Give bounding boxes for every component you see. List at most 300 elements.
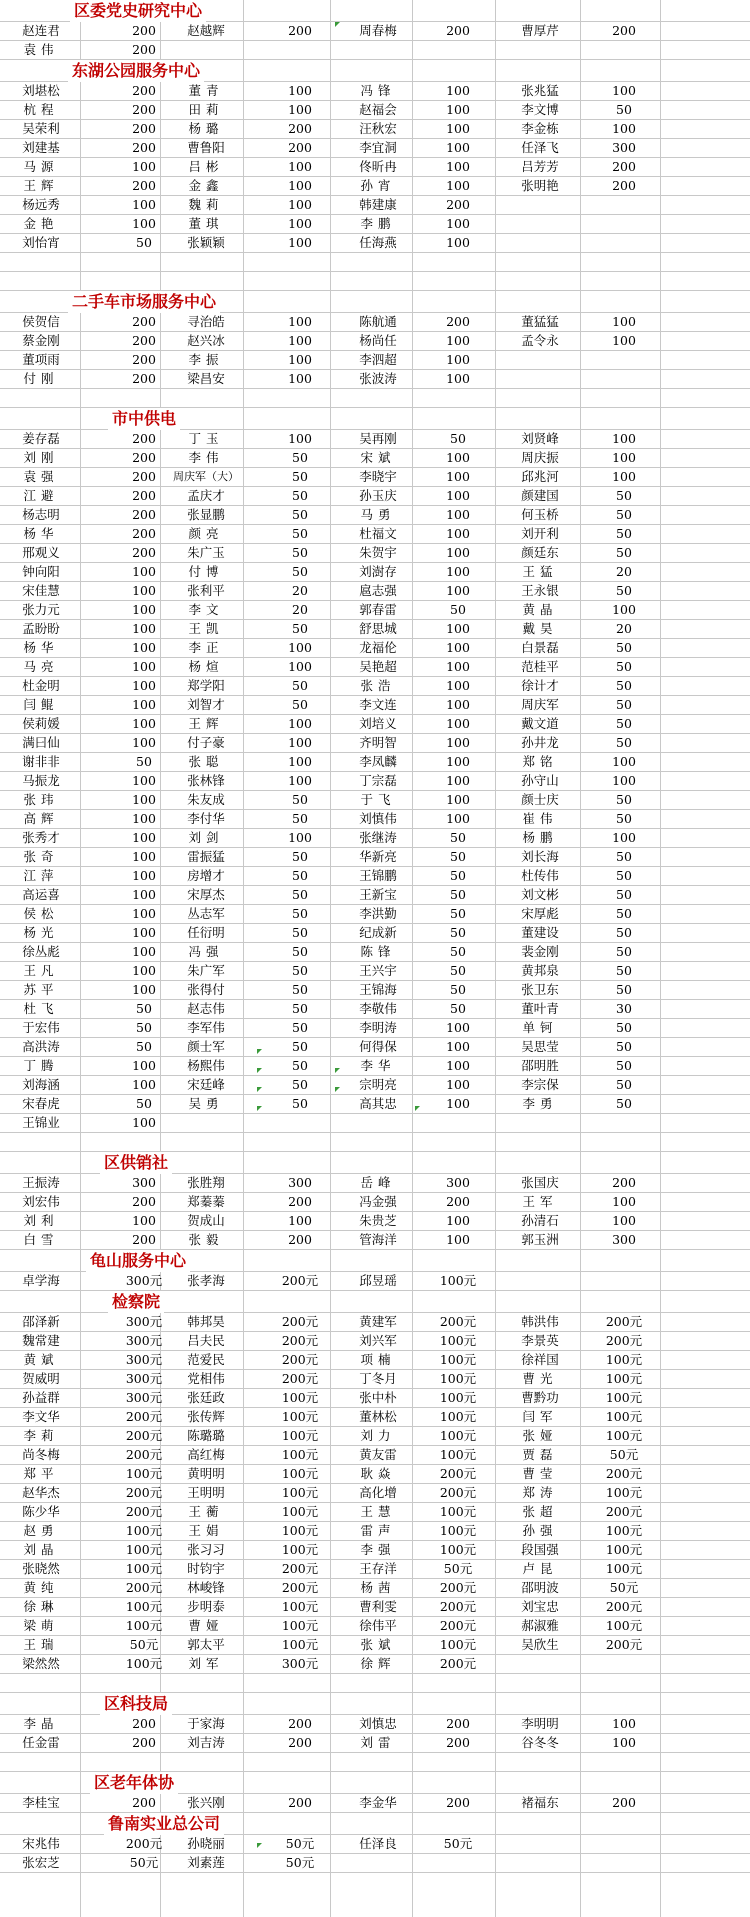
- donor-name: 马勇: [360, 507, 396, 522]
- donor-name: 吴荣利: [22, 121, 60, 136]
- donation-amount: 50: [292, 697, 308, 712]
- cell-marker-icon: [257, 1106, 262, 1111]
- donation-amount: 100: [446, 1213, 470, 1228]
- donor-name: 刘长海: [521, 849, 559, 864]
- donation-amount: 100: [612, 121, 636, 136]
- donor-name: 杜传伟: [521, 868, 559, 883]
- donor-name: 李莉: [23, 1428, 59, 1443]
- donation-amount: 200: [288, 121, 312, 136]
- donation-amount: 200: [132, 488, 156, 503]
- donor-name: 赵兴冰: [187, 333, 225, 348]
- donation-amount: 50: [450, 868, 466, 883]
- donation-amount: 200元: [439, 1314, 477, 1329]
- donation-amount: 200: [132, 431, 156, 446]
- donation-amount: 50: [616, 102, 632, 117]
- donor-name: 雷振猛: [187, 849, 225, 864]
- donation-amount: 100元: [605, 1409, 643, 1424]
- donor-name: 王凯: [188, 621, 224, 636]
- donation-amount: 100: [446, 659, 470, 674]
- donor-name: 李勇: [522, 1096, 558, 1111]
- donation-amount: 200: [446, 1735, 470, 1750]
- donation-amount: 200元: [281, 1273, 319, 1288]
- donor-name: 王新宝: [359, 887, 397, 902]
- donor-name: 段国强: [521, 1542, 559, 1557]
- donation-amount: 200元: [605, 1637, 643, 1652]
- donation-amount: 100元: [605, 1561, 643, 1576]
- donor-name: 郭太平: [187, 1637, 225, 1652]
- donor-name: 何玉桥: [521, 507, 559, 522]
- donor-name: 周庆军（大）: [173, 470, 239, 483]
- blank-row: [0, 1133, 750, 1152]
- donation-amount: 50: [616, 906, 632, 921]
- donation-amount: 200: [132, 23, 156, 38]
- section-title: 龟山服务中心: [86, 1250, 190, 1272]
- donor-name: 白雪: [23, 1232, 59, 1247]
- donation-amount: 50: [292, 488, 308, 503]
- donation-amount: 100元: [281, 1409, 319, 1424]
- donor-name: 朱广军: [187, 963, 225, 978]
- donation-amount: 100元: [281, 1466, 319, 1481]
- donor-name: 张兴刚: [187, 1795, 225, 1810]
- donor-name: 颜士庆: [521, 792, 559, 807]
- donation-amount: 50: [292, 450, 308, 465]
- donation-amount: 200: [132, 333, 156, 348]
- donor-name: 满曰仙: [22, 735, 60, 750]
- donor-name: 黄建军: [359, 1314, 397, 1329]
- donor-name: 刘贤峰: [521, 431, 559, 446]
- donor-name: 孙益群: [22, 1390, 60, 1405]
- donation-amount: 100: [446, 507, 470, 522]
- donation-amount: 100: [132, 811, 156, 826]
- donor-name: 步明泰: [187, 1599, 225, 1614]
- donation-amount: 50元: [443, 1836, 473, 1851]
- donor-name: 张卫东: [521, 982, 559, 997]
- donation-amount: 50: [616, 887, 632, 902]
- donor-name: 郝淑雅: [521, 1618, 559, 1633]
- donation-amount: 100元: [281, 1599, 319, 1614]
- donor-name: 谷冬冬: [521, 1735, 559, 1750]
- donation-amount: 100元: [125, 1542, 163, 1557]
- donation-amount: 300元: [125, 1314, 163, 1329]
- donation-amount: 50: [450, 906, 466, 921]
- donation-amount: 100元: [439, 1333, 477, 1348]
- section-title: 区老年体协: [90, 1772, 178, 1794]
- donor-name: 岳峰: [360, 1175, 396, 1190]
- donation-amount: 200: [132, 83, 156, 98]
- donation-amount: 300: [612, 140, 636, 155]
- donation-amount: 100: [446, 1058, 470, 1073]
- donation-amount: 200元: [125, 1504, 163, 1519]
- donor-name: 寻治皓: [187, 314, 225, 329]
- donation-amount: 50元: [609, 1580, 639, 1595]
- donor-name: 徐祥国: [521, 1352, 559, 1367]
- donor-name: 张利平: [187, 583, 225, 598]
- donor-name: 王锦鹏: [359, 868, 397, 883]
- donor-name: 赵连君: [22, 23, 60, 38]
- donor-name: 杨鹏: [522, 830, 558, 845]
- donor-name: 杨茜: [360, 1580, 396, 1595]
- donor-name: 徐琳: [23, 1599, 59, 1614]
- donor-name: 孟令永: [521, 333, 559, 348]
- donation-amount: 200: [288, 1232, 312, 1247]
- donor-name: 王兴宇: [359, 963, 397, 978]
- donation-amount: 100元: [439, 1504, 477, 1519]
- donation-amount: 100: [132, 1077, 156, 1092]
- donation-amount: 100: [446, 678, 470, 693]
- donor-name: 赵志伟: [187, 1001, 225, 1016]
- donation-amount: 50: [450, 830, 466, 845]
- donation-amount: 100元: [125, 1523, 163, 1538]
- donation-amount: 100: [612, 1735, 636, 1750]
- donation-amount: 200: [132, 507, 156, 522]
- donation-amount: 100: [132, 678, 156, 693]
- donation-amount: 200元: [605, 1466, 643, 1481]
- donor-name: 张奇: [23, 849, 59, 864]
- donation-amount: 100: [132, 1115, 156, 1130]
- donation-amount: 100: [446, 469, 470, 484]
- donation-amount: 200: [612, 1175, 636, 1190]
- donation-amount: 100元: [281, 1542, 319, 1557]
- donor-name: 曹娅: [188, 1618, 224, 1633]
- donor-name: 孙宵: [360, 178, 396, 193]
- donor-name: 金鑫: [188, 178, 224, 193]
- donation-amount: 100: [446, 1039, 470, 1054]
- donor-name: 朱贵芝: [359, 1213, 397, 1228]
- donor-name: 刘剑: [188, 830, 224, 845]
- donor-name: 王蘅: [188, 1504, 224, 1519]
- donor-name: 孙晓丽: [187, 1836, 225, 1851]
- donor-name: 齐明智: [359, 735, 397, 750]
- donor-name: 郭玉洲: [521, 1232, 559, 1247]
- donation-amount: 100: [288, 1213, 312, 1228]
- donation-amount: 100元: [439, 1371, 477, 1386]
- donor-name: 李文华: [22, 1409, 60, 1424]
- donor-name: 张廷政: [187, 1390, 225, 1405]
- donor-name: 褚福东: [521, 1795, 559, 1810]
- donor-name: 李宗保: [521, 1077, 559, 1092]
- donation-amount: 200: [446, 1716, 470, 1731]
- donor-name: 张浩: [360, 678, 396, 693]
- donation-amount: 50: [136, 1020, 152, 1035]
- donation-amount: 100: [612, 314, 636, 329]
- section-title: 鲁南实业总公司: [104, 1813, 224, 1835]
- donor-name: 吴艳超: [359, 659, 397, 674]
- donation-amount: 100: [288, 716, 312, 731]
- donor-name: 王娟: [188, 1523, 224, 1538]
- donation-amount: 50: [292, 1039, 308, 1054]
- donation-amount: 100: [132, 735, 156, 750]
- donation-amount: 200元: [439, 1466, 477, 1481]
- donation-amount: 200: [612, 1795, 636, 1810]
- donor-name: 王瑞: [23, 1637, 59, 1652]
- donation-amount: 100: [132, 925, 156, 940]
- cell-marker-icon: [257, 1843, 262, 1848]
- donation-amount: 100: [288, 735, 312, 750]
- donor-name: 董琪: [188, 216, 224, 231]
- donor-name: 黄友雷: [359, 1447, 397, 1462]
- donor-name: 宋厚杰: [187, 887, 225, 902]
- donor-name: 刘开利: [521, 526, 559, 541]
- donor-name: 付博: [188, 564, 224, 579]
- donor-name: 魏莉: [188, 197, 224, 212]
- donation-amount: 200: [612, 178, 636, 193]
- donor-name: 张明艳: [521, 178, 559, 193]
- donor-name: 党相伟: [187, 1371, 225, 1386]
- donor-name: 刘雷: [360, 1735, 396, 1750]
- donor-name: 吴思莹: [521, 1039, 559, 1054]
- donor-name: 董建设: [521, 925, 559, 940]
- donation-amount: 50: [292, 1058, 308, 1073]
- donor-name: 颜士军: [187, 1039, 225, 1054]
- donation-amount: 100: [132, 216, 156, 231]
- donation-amount: 300元: [281, 1656, 319, 1671]
- donor-name: 蔡金刚: [22, 333, 60, 348]
- donor-name: 徐伟平: [359, 1618, 397, 1633]
- donation-amount: 50: [292, 868, 308, 883]
- donation-amount: 50: [292, 469, 308, 484]
- donation-amount: 50: [616, 944, 632, 959]
- donor-name: 张显鹏: [187, 507, 225, 522]
- donor-name: 李文: [188, 602, 224, 617]
- donation-amount: 100: [446, 121, 470, 136]
- cell-marker-icon: [335, 1087, 340, 1092]
- donor-name: 刘力: [360, 1428, 396, 1443]
- donation-amount: 50: [292, 1077, 308, 1092]
- donation-amount: 100: [446, 545, 470, 560]
- donor-name: 李明明: [521, 1716, 559, 1731]
- donor-name: 张超: [522, 1504, 558, 1519]
- donation-amount: 100: [132, 963, 156, 978]
- donor-name: 龙福伦: [359, 640, 397, 655]
- donor-name: 张继涛: [359, 830, 397, 845]
- donor-name: 徐计才: [521, 678, 559, 693]
- donation-amount: 100: [132, 849, 156, 864]
- donation-amount: 200元: [439, 1618, 477, 1633]
- donor-name: 金艳: [23, 216, 59, 231]
- donation-amount: 50: [616, 1039, 632, 1054]
- donation-amount: 100: [132, 830, 156, 845]
- donation-amount: 100: [132, 1058, 156, 1073]
- donation-amount: 100: [288, 235, 312, 250]
- donor-name: 孙强: [522, 1523, 558, 1538]
- donor-name: 刘利: [23, 1213, 59, 1228]
- donation-amount: 100: [132, 583, 156, 598]
- donation-amount: 50: [616, 640, 632, 655]
- donor-name: 宋廷峰: [187, 1077, 225, 1092]
- donor-name: 王辉: [23, 178, 59, 193]
- donor-name: 侯贺信: [22, 314, 60, 329]
- donation-amount: 100: [288, 102, 312, 117]
- donation-amount: 50: [616, 678, 632, 693]
- donation-amount: 20: [292, 583, 308, 598]
- donation-amount: 100: [132, 716, 156, 731]
- donation-amount: 100: [446, 564, 470, 579]
- donation-amount: 50: [292, 944, 308, 959]
- donation-amount: 100: [446, 216, 470, 231]
- donation-amount: 100: [446, 1096, 470, 1111]
- donation-amount: 100: [288, 431, 312, 446]
- donor-name: 黄明明: [187, 1466, 225, 1481]
- donor-name: 杨志明: [22, 507, 60, 522]
- donation-amount: 300: [132, 1175, 156, 1190]
- donation-amount: 200: [132, 1232, 156, 1247]
- donor-name: 赵华杰: [22, 1485, 60, 1500]
- donation-amount: 100元: [605, 1542, 643, 1557]
- donor-name: 李晓宇: [359, 469, 397, 484]
- donor-name: 丁玉: [188, 431, 224, 446]
- donation-amount: 100: [612, 773, 636, 788]
- donor-name: 张宏芝: [22, 1855, 60, 1870]
- donor-name: 董叶青: [521, 1001, 559, 1016]
- donor-name: 刘军: [188, 1656, 224, 1671]
- donor-name: 于家海: [187, 1716, 225, 1731]
- donor-name: 戴文道: [521, 716, 559, 731]
- donation-amount: 100: [132, 773, 156, 788]
- donation-amount: 50: [292, 1096, 308, 1111]
- donation-amount: 20: [616, 621, 632, 636]
- donor-name: 时钧宇: [187, 1561, 225, 1576]
- donor-name: 任衍明: [187, 925, 225, 940]
- donation-amount: 300元: [125, 1371, 163, 1386]
- donation-amount: 100元: [605, 1371, 643, 1386]
- donation-amount: 100: [446, 716, 470, 731]
- donor-name: 刘建基: [22, 140, 60, 155]
- donor-name: 王永银: [521, 583, 559, 598]
- donor-name: 李宜洞: [359, 140, 397, 155]
- donation-amount: 100: [132, 564, 156, 579]
- donation-amount: 50: [292, 678, 308, 693]
- donation-amount: 200元: [605, 1504, 643, 1519]
- donation-amount: 100元: [125, 1599, 163, 1614]
- donor-name: 李正: [188, 640, 224, 655]
- donor-name: 杭程: [23, 102, 59, 117]
- donation-amount: 100: [446, 640, 470, 655]
- donor-name: 高化增: [359, 1485, 397, 1500]
- donation-amount: 200: [446, 314, 470, 329]
- donation-amount: 200: [132, 1795, 156, 1810]
- donation-amount: 50: [450, 982, 466, 997]
- donation-amount: 50: [292, 564, 308, 579]
- donation-amount: 100: [446, 1232, 470, 1247]
- donor-name: 姜存磊: [22, 431, 60, 446]
- donation-amount: 200元: [125, 1428, 163, 1443]
- donor-name: 吴欣生: [521, 1637, 559, 1652]
- donation-amount: 50: [136, 754, 152, 769]
- donor-name: 冯锋: [360, 83, 396, 98]
- donor-name: 李晶: [23, 1716, 59, 1731]
- donor-name: 颜廷东: [521, 545, 559, 560]
- donation-amount: 100: [446, 159, 470, 174]
- donor-name: 周春梅: [359, 23, 397, 38]
- donation-amount: 50: [292, 849, 308, 864]
- donor-name: 闫军: [522, 1409, 558, 1424]
- donation-amount: 300: [446, 1175, 470, 1190]
- donor-name: 黄纯: [23, 1580, 59, 1595]
- donor-name: 高洪涛: [22, 1039, 60, 1054]
- donation-amount: 50: [450, 849, 466, 864]
- donor-name: 李桂宝: [22, 1795, 60, 1810]
- donation-amount: 100元: [605, 1618, 643, 1633]
- donation-amount: 200: [288, 1795, 312, 1810]
- donor-name: 张得付: [187, 982, 225, 997]
- donor-name: 曹鲁阳: [187, 140, 225, 155]
- donation-amount: 200元: [281, 1333, 319, 1348]
- donation-amount: 100: [446, 697, 470, 712]
- donor-name: 曹利雯: [359, 1599, 397, 1614]
- donation-amount: 50: [292, 982, 308, 997]
- donor-name: 高其忠: [359, 1096, 397, 1111]
- section-title: 二手车市场服务中心: [68, 291, 220, 313]
- donor-name: 陈锋: [360, 944, 396, 959]
- donation-amount: 100元: [281, 1428, 319, 1443]
- donor-name: 王慧: [360, 1504, 396, 1519]
- donor-name: 李文连: [359, 697, 397, 712]
- donation-amount: 200元: [605, 1314, 643, 1329]
- donation-amount: 100: [612, 1194, 636, 1209]
- donor-name: 郑学阳: [187, 678, 225, 693]
- donor-name: 任泽良: [359, 1836, 397, 1851]
- donor-name: 郭春雷: [359, 602, 397, 617]
- donation-amount: 200: [288, 23, 312, 38]
- donor-name: 刘怡宵: [22, 235, 60, 250]
- donation-amount: 100元: [605, 1485, 643, 1500]
- donor-name: 孙井龙: [521, 735, 559, 750]
- donor-name: 张斌: [360, 1637, 396, 1652]
- donation-amount: 50: [616, 735, 632, 750]
- donation-amount: 200: [132, 545, 156, 560]
- donation-amount: 100: [612, 431, 636, 446]
- donation-amount: 50: [292, 887, 308, 902]
- donor-name: 杜金明: [22, 678, 60, 693]
- donor-name: 舒思城: [359, 621, 397, 636]
- donation-amount: 200: [132, 526, 156, 541]
- donation-amount: 50: [616, 1077, 632, 1092]
- donor-name: 杨光: [23, 925, 59, 940]
- donor-name: 李鹏: [360, 216, 396, 231]
- donation-amount: 50: [292, 811, 308, 826]
- donor-name: 周庆振: [521, 450, 559, 465]
- donor-name: 佟昕冉: [359, 159, 397, 174]
- donor-name: 赵福会: [359, 102, 397, 117]
- donor-name: 张国庆: [521, 1175, 559, 1190]
- donation-amount: 50: [616, 526, 632, 541]
- donor-name: 吴勇: [188, 1096, 224, 1111]
- donation-amount: 50: [616, 697, 632, 712]
- donation-amount: 100: [132, 982, 156, 997]
- donation-amount: 50元: [129, 1637, 159, 1652]
- donation-amount: 50: [450, 963, 466, 978]
- donation-amount: 200: [288, 1194, 312, 1209]
- donor-name: 纪成新: [359, 925, 397, 940]
- donor-name: 董猛猛: [521, 314, 559, 329]
- donation-amount: 200元: [281, 1352, 319, 1367]
- donor-name: 华新亮: [359, 849, 397, 864]
- donor-name: 张力元: [22, 602, 60, 617]
- donation-amount: 100: [132, 1213, 156, 1228]
- donation-amount: 100: [446, 811, 470, 826]
- donor-name: 钟向阳: [22, 564, 60, 579]
- blank-row: [0, 272, 750, 291]
- donation-amount: 100元: [439, 1390, 477, 1405]
- donation-amount: 100: [446, 735, 470, 750]
- donor-name: 曹莹: [522, 1466, 558, 1481]
- donation-amount: 50: [616, 792, 632, 807]
- donor-name: 宋斌: [360, 450, 396, 465]
- donation-amount: 50: [616, 811, 632, 826]
- donation-amount: 50元: [609, 1447, 639, 1462]
- donor-name: 耿焱: [360, 1466, 396, 1481]
- donation-amount: 100: [446, 352, 470, 367]
